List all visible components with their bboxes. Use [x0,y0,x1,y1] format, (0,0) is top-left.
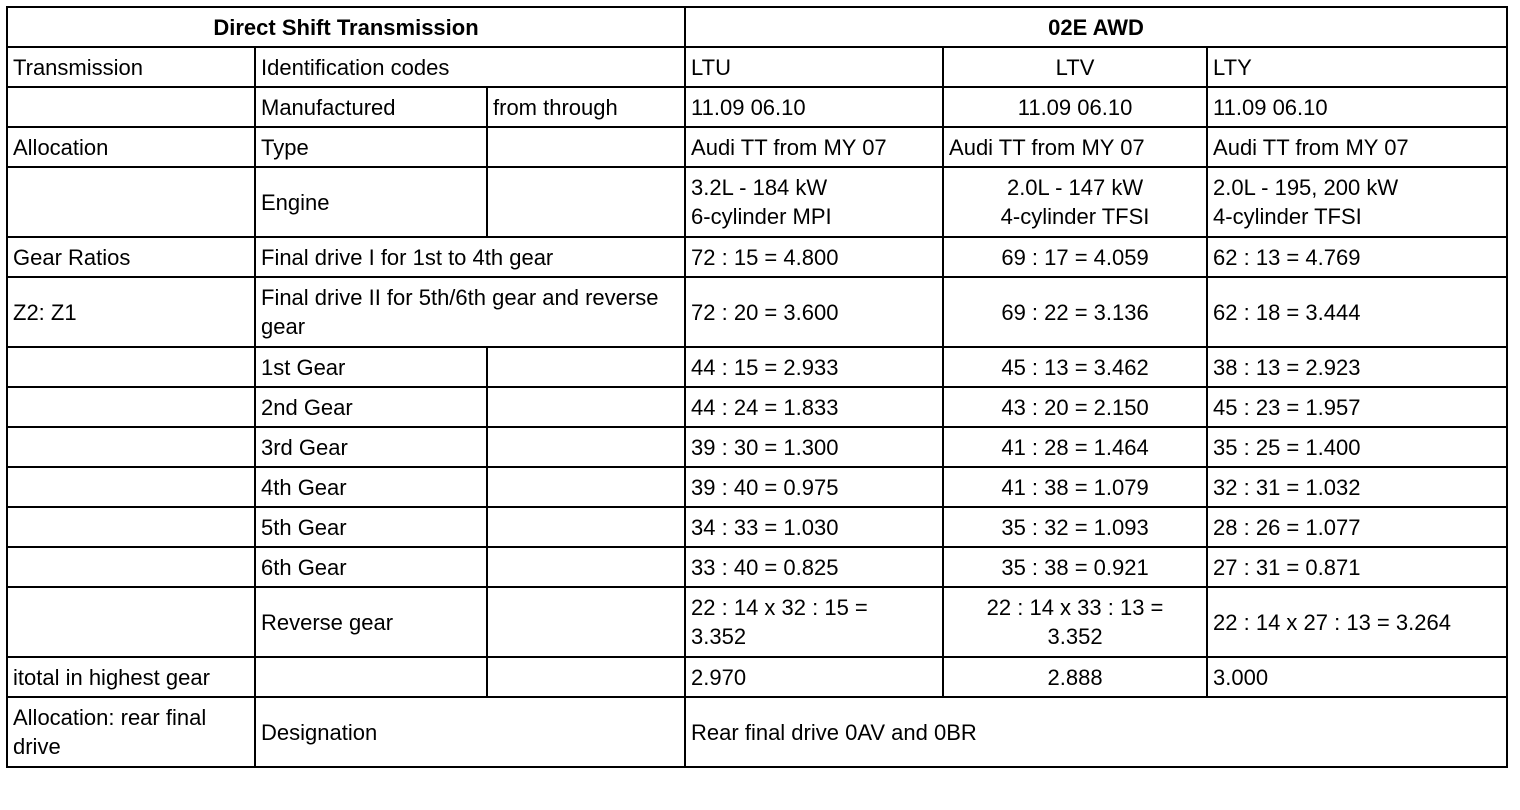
empty-cell [7,547,255,587]
row-label: Designation [255,697,685,767]
table-row [7,277,1507,347]
table-row [7,87,1507,127]
empty-cell [487,167,685,237]
empty-cell [7,387,255,427]
empty-cell [487,127,685,167]
table-cell: Audi TT from MY 07 [685,127,943,167]
table-cell: 62 : 13 = 4.769 [1207,237,1507,277]
table-cell: 2.888 [943,657,1207,697]
empty-cell [487,657,685,697]
table-cell: 2.970 [685,657,943,697]
row-label: 6th Gear [255,547,487,587]
empty-cell [7,587,255,657]
cell-ltv: LTV [943,47,1207,87]
row-group-label: Transmission [7,47,255,87]
empty-cell [7,427,255,467]
row-label: Reverse gear [255,587,487,657]
table-cell: 35 : 38 = 0.921 [943,547,1207,587]
table-title: Direct Shift Transmission [7,7,685,47]
table-cell: 35 : 25 = 1.400 [1207,427,1507,467]
row-group-label: itotal in highest gear [7,657,255,697]
row-group-label: Allocation: rear final drive [7,697,255,767]
empty-cell [487,467,685,507]
table-cell: 11.09 06.10 [1207,87,1507,127]
table-cell: 3.2L - 184 kW 6-cylinder MPI [685,167,943,237]
row-label: 5th Gear [255,507,487,547]
table-cell: 28 : 26 = 1.077 [1207,507,1507,547]
table-row [7,167,1507,237]
table-cell: 34 : 33 = 1.030 [685,507,943,547]
row-sublabel: from through [487,87,685,127]
table-cell: 22 : 14 x 27 : 13 = 3.264 [1207,587,1507,657]
table-cell: 41 : 38 = 1.079 [943,467,1207,507]
table-cell: 35 : 32 = 1.093 [943,507,1207,547]
row-label: Final drive I for 1st to 4th gear [255,237,685,277]
table-cell: Audi TT from MY 07 [943,127,1207,167]
transmission-spec-table [6,6,1508,768]
table-row [7,347,1507,387]
empty-cell [487,347,685,387]
table-cell: Rear final drive 0AV and 0BR [685,697,1507,767]
table-cell: 72 : 15 = 4.800 [685,237,943,277]
empty-cell [487,547,685,587]
row-label: Manufactured [255,87,487,127]
row-label: Identification codes [255,47,685,87]
cell-ltu: LTU [685,47,943,87]
table-cell: Audi TT from MY 07 [1207,127,1507,167]
table-cell: 72 : 20 = 3.600 [685,277,943,347]
empty-cell [7,347,255,387]
empty-cell [487,427,685,467]
table-cell: 27 : 31 = 0.871 [1207,547,1507,587]
row-label: 2nd Gear [255,387,487,427]
row-label: Engine [255,167,487,237]
table-row [7,697,1507,767]
empty-cell [7,467,255,507]
table-row [7,237,1507,277]
table-cell: 69 : 17 = 4.059 [943,237,1207,277]
header-row [7,7,1507,47]
table-row [7,47,1507,87]
table-cell: 3.000 [1207,657,1507,697]
row-group-label: Gear Ratios [7,237,255,277]
empty-cell [7,507,255,547]
table-cell: 22 : 14 x 33 : 13 = 3.352 [943,587,1207,657]
table-cell: 44 : 15 = 2.933 [685,347,943,387]
table-cell: 69 : 22 = 3.136 [943,277,1207,347]
table-cell: 45 : 13 = 3.462 [943,347,1207,387]
table-row [7,467,1507,507]
row-label: 4th Gear [255,467,487,507]
row-label: 1st Gear [255,347,487,387]
table-cell: 2.0L - 147 kW 4-cylinder TFSI [943,167,1207,237]
row-group-label: Z2: Z1 [7,277,255,347]
table-row [7,387,1507,427]
table-row [7,127,1507,167]
table-cell: 11.09 06.10 [943,87,1207,127]
table-cell: 11.09 06.10 [685,87,943,127]
row-label: Final drive II for 5th/6th gear and reverse gear [255,277,685,347]
empty-cell [487,507,685,547]
table-cell: 39 : 30 = 1.300 [685,427,943,467]
table-cell: 39 : 40 = 0.975 [685,467,943,507]
row-label: Type [255,127,487,167]
table-row [7,547,1507,587]
table-cell: 32 : 31 = 1.032 [1207,467,1507,507]
table-cell: 41 : 28 = 1.464 [943,427,1207,467]
table-cell: 38 : 13 = 2.923 [1207,347,1507,387]
table-cell: 45 : 23 = 1.957 [1207,387,1507,427]
table-cell: 33 : 40 = 0.825 [685,547,943,587]
empty-cell [487,587,685,657]
empty-cell [7,87,255,127]
table-cell: 62 : 18 = 3.444 [1207,277,1507,347]
table-row [7,507,1507,547]
table-row [7,657,1507,697]
table-row [7,587,1507,657]
empty-cell [7,167,255,237]
table-cell: 22 : 14 x 32 : 15 = 3.352 [685,587,943,657]
table-cell: 44 : 24 = 1.833 [685,387,943,427]
table-row [7,427,1507,467]
cell-lty: LTY [1207,47,1507,87]
row-label: 3rd Gear [255,427,487,467]
empty-cell [487,387,685,427]
table-cell: 43 : 20 = 2.150 [943,387,1207,427]
empty-cell [255,657,487,697]
model-title: 02E AWD [685,7,1507,47]
row-group-label: Allocation [7,127,255,167]
table-cell: 2.0L - 195, 200 kW 4-cylinder TFSI [1207,167,1507,237]
